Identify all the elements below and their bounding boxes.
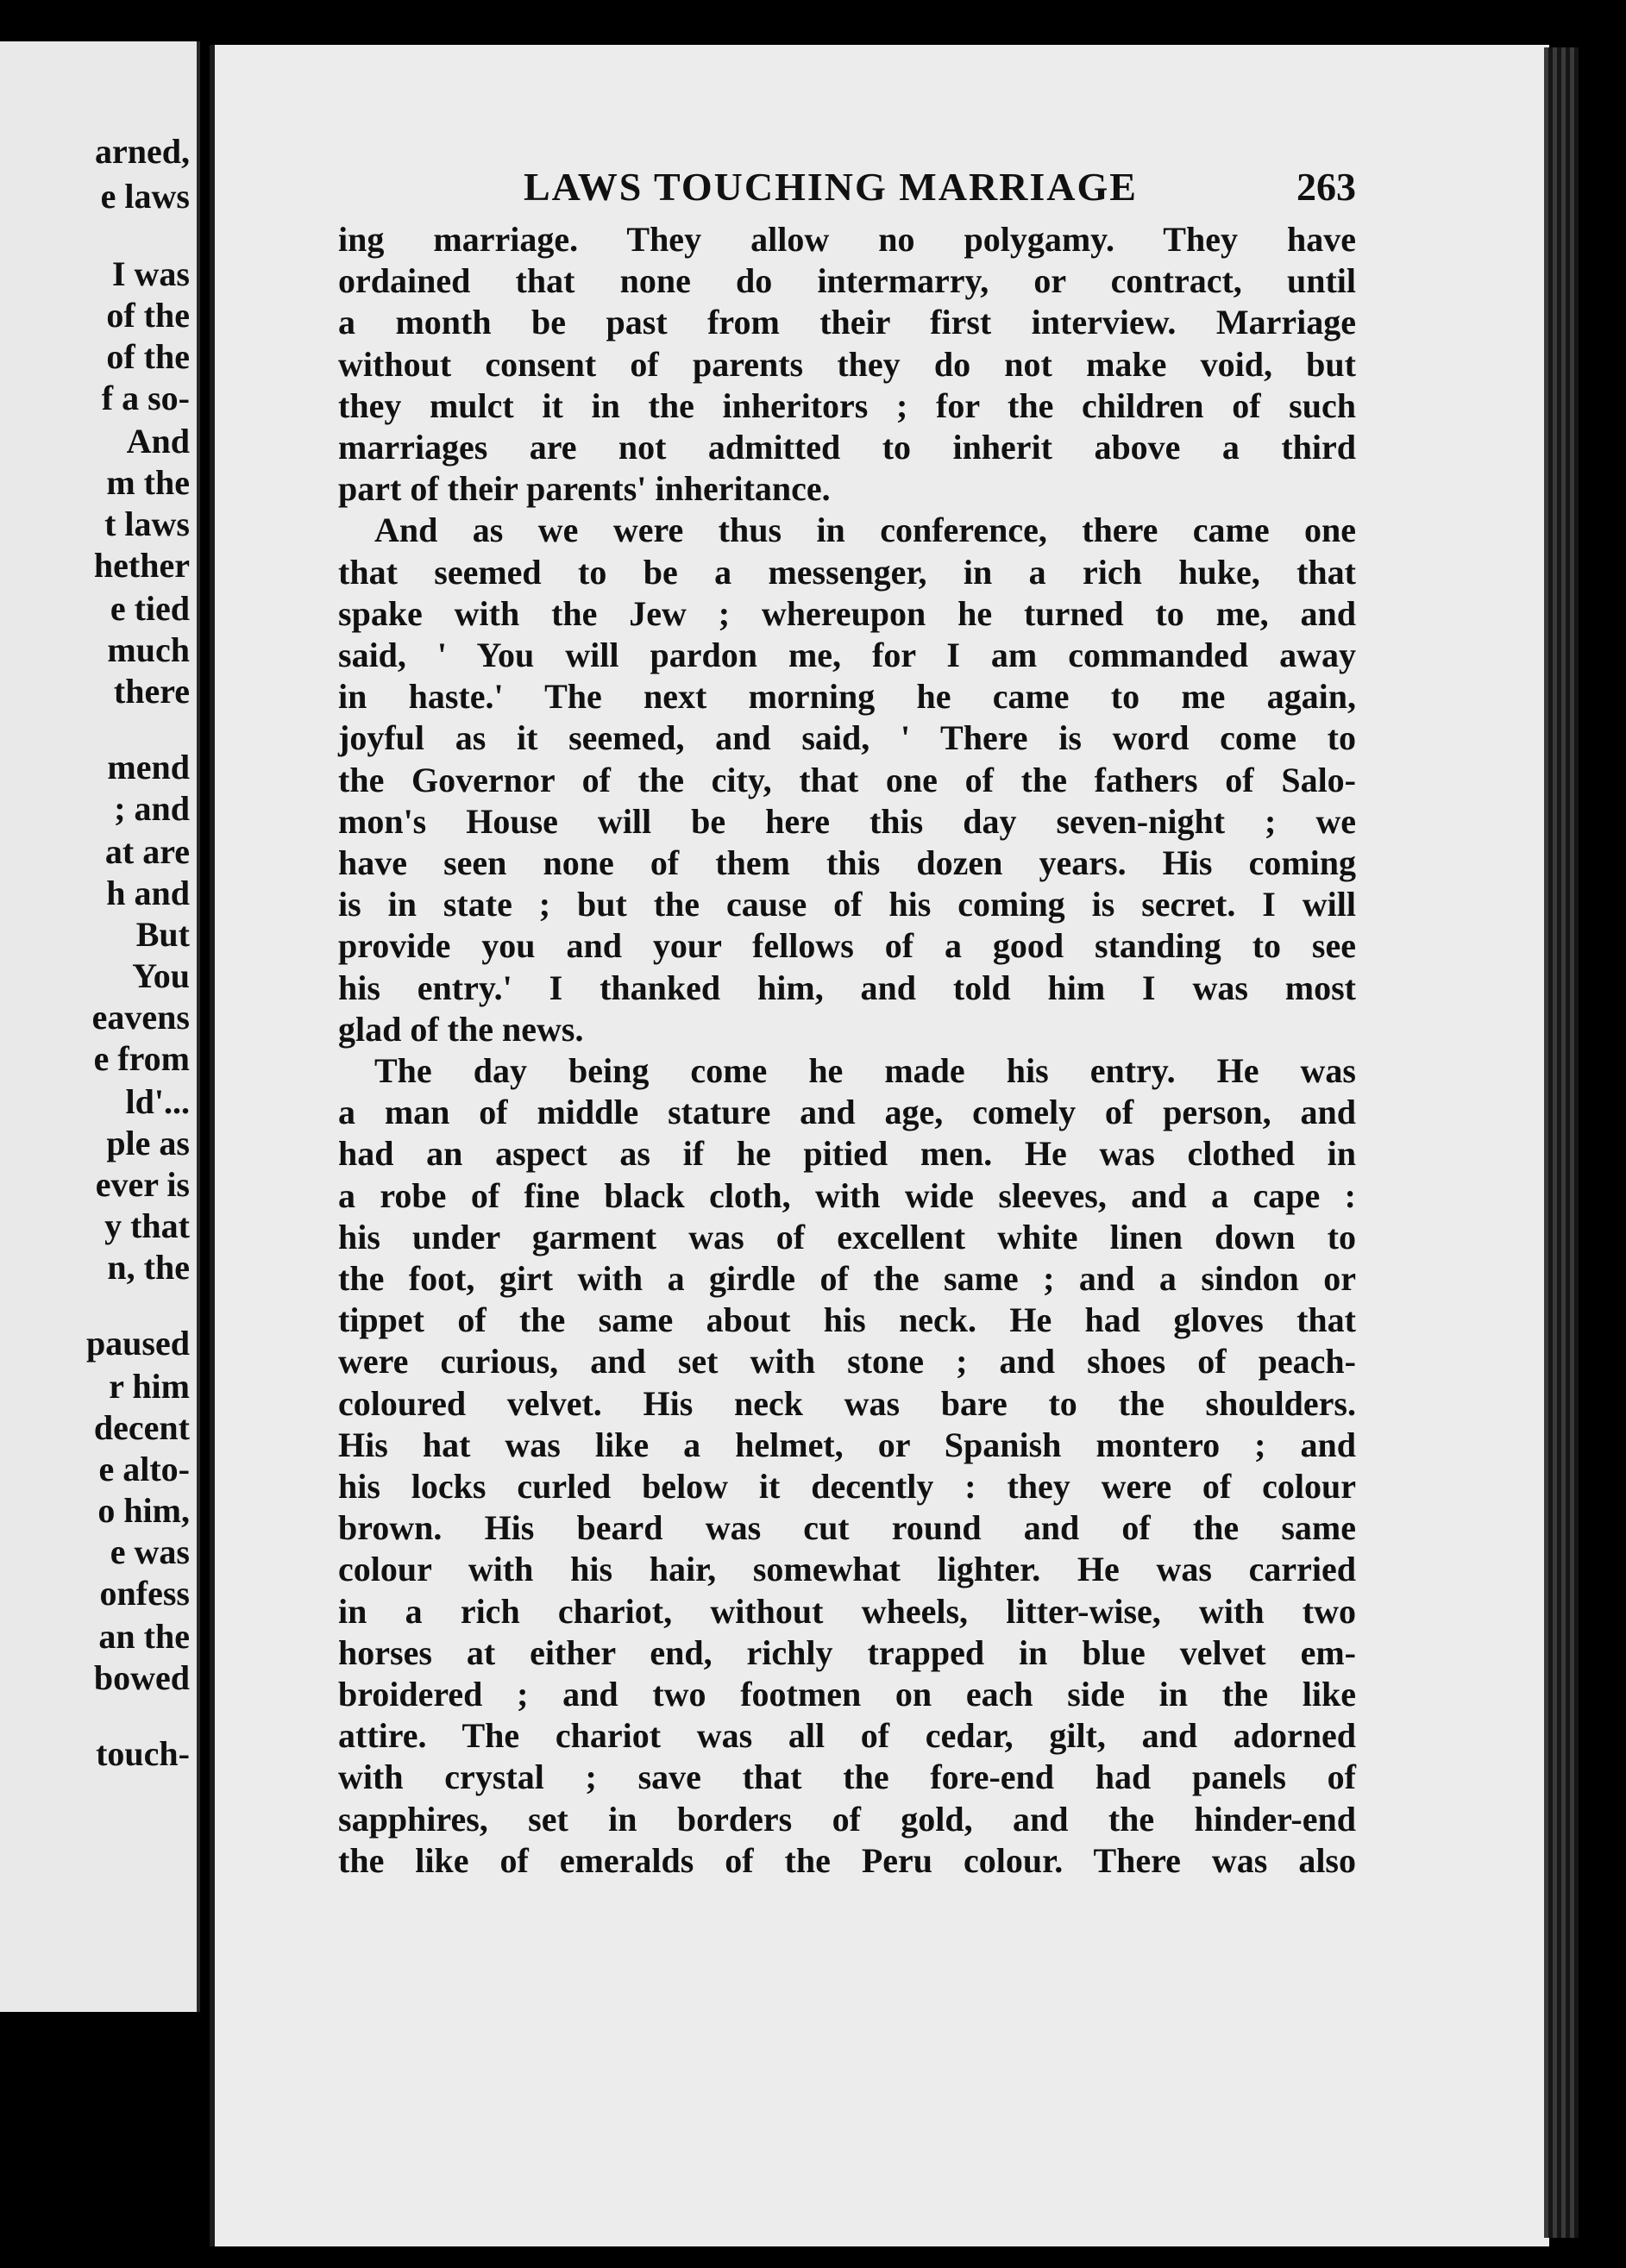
- text-line: attire. The chariot was all of cedar, gilt, and adorned: [338, 1716, 1356, 1755]
- text-line: a month be past from their first interview. Marriage: [338, 303, 1356, 341]
- left-page-line: o him,: [97, 1491, 190, 1530]
- text-line: glad of the news.: [338, 1010, 584, 1049]
- text-line: brown. His beard was cut round and of the same: [338, 1508, 1356, 1547]
- text-line: that seemed to be a messenger, in a rich huke, that: [338, 553, 1356, 592]
- left-page-line: bowed: [93, 1658, 190, 1697]
- left-page-line: much: [107, 630, 190, 669]
- text-line: marriages are not admitted to inherit above a third: [338, 428, 1356, 467]
- left-page-line: e tied: [110, 589, 190, 628]
- left-page-line: hether: [93, 546, 190, 585]
- text-line: tippet of the same about his neck. He had gloves that: [338, 1300, 1356, 1339]
- left-page-line: But: [135, 915, 190, 954]
- left-page-line: an the: [98, 1617, 190, 1656]
- text-line: a man of middle stature and age, comely of person, and: [338, 1093, 1356, 1131]
- text-line: the Governor of the city, that one of the fathers of Salo-: [338, 761, 1356, 799]
- left-page-line: arned,: [95, 132, 190, 171]
- text-line: had an aspect as if he pitied men. He was clothed in: [338, 1134, 1356, 1173]
- text-line: colour with his hair, somewhat lighter. He was carried: [338, 1550, 1356, 1588]
- left-page-line: y that: [104, 1206, 190, 1245]
- text-line: horses at either end, richly trapped in blue velvet em-: [338, 1633, 1356, 1672]
- text-line: in a rich chariot, without wheels, litter-wise, with two: [338, 1592, 1356, 1631]
- left-page-line: of the: [106, 337, 190, 376]
- left-page-line: ever is: [95, 1165, 190, 1204]
- text-line: spake with the Jew ; whereupon he turned to me, and: [338, 594, 1356, 633]
- text-line: And as we were thus in conference, there came one: [374, 511, 1356, 549]
- text-line: sapphires, set in borders of gold, and the hinder-end: [338, 1800, 1356, 1839]
- text-line: coloured velvet. His neck was bare to the shoulders.: [338, 1384, 1356, 1423]
- left-page-line: e laws: [100, 177, 190, 216]
- text-line: said, ' You will pardon me, for I am commanded away: [338, 636, 1356, 674]
- page-edge-stack: [1544, 47, 1579, 2238]
- left-page-line: ld'...: [125, 1082, 190, 1121]
- text-line: His hat was like a helmet, or Spanish montero ; and: [338, 1425, 1356, 1464]
- left-page-line: mend: [107, 748, 190, 786]
- text-line: mon's House will be here this day seven-night ; we: [338, 802, 1356, 841]
- left-page-line: h and: [106, 874, 190, 912]
- left-page-line: at are: [104, 832, 190, 871]
- left-page-line: ple as: [106, 1124, 190, 1162]
- left-page-line: t laws: [104, 504, 190, 543]
- text-line: ordained that none do intermarry, or contract, until: [338, 261, 1356, 300]
- text-line: is in state ; but the cause of his coming is secret. I will: [338, 885, 1356, 924]
- left-page-line: n, the: [107, 1248, 190, 1287]
- left-page-line: decent: [93, 1408, 190, 1447]
- facing-page-fragment: [0, 41, 200, 2012]
- running-head: LAWS TOUCHING MARRIAGE: [524, 165, 1138, 209]
- text-line: broidered ; and two footmen on each side in the like: [338, 1675, 1356, 1714]
- page-header: [524, 164, 1356, 216]
- text-line: they mulct it in the inheritors ; for the children of such: [338, 386, 1356, 425]
- text-line: were curious, and set with stone ; and shoes of peach-: [338, 1342, 1356, 1381]
- left-page-line: eavens: [91, 998, 190, 1037]
- left-page-line: onfess: [99, 1574, 190, 1613]
- left-page-line: e from: [93, 1039, 190, 1078]
- left-page-line: touch-: [96, 1734, 190, 1773]
- text-line: his locks curled below it decently : they were of colour: [338, 1467, 1356, 1506]
- text-line: a robe of fine black cloth, with wide sleeves, and a cape :: [338, 1176, 1356, 1215]
- left-page-line: And: [126, 422, 190, 460]
- left-page-line: r him: [109, 1367, 190, 1406]
- left-page-line: there: [113, 672, 190, 711]
- left-page-line: e was: [110, 1532, 190, 1571]
- left-page-line: of the: [106, 296, 190, 335]
- left-page-line: m the: [106, 463, 190, 502]
- text-line: the foot, girt with a girdle of the same ; and a sindon or: [338, 1259, 1356, 1298]
- text-line: have seen none of them this dozen years. His coming: [338, 843, 1356, 882]
- text-line: provide you and your fellows of a good standing to see: [338, 926, 1356, 965]
- text-line: without consent of parents they do not make void, but: [338, 345, 1356, 384]
- text-line: the like of emeralds of the Peru colour. There was also: [338, 1841, 1356, 1880]
- text-line: in haste.' The next morning he came to me again,: [338, 677, 1356, 716]
- left-page-line: paused: [85, 1324, 190, 1363]
- left-page-line: f a so-: [101, 379, 190, 417]
- text-line: part of their parents' inheritance.: [338, 469, 831, 508]
- text-line: ing marriage. They allow no polygamy. They have: [338, 220, 1356, 259]
- text-line: joyful as it seemed, and said, ' There is word come to: [338, 718, 1356, 757]
- left-page-line: ; and: [114, 789, 190, 828]
- left-page-line: I was: [111, 254, 190, 293]
- page-number: 263: [1296, 165, 1356, 209]
- text-line: The day being come he made his entry. He was: [374, 1051, 1356, 1090]
- left-page-line: You: [132, 956, 190, 995]
- text-line: with crystal ; save that the fore-end had panels of: [338, 1757, 1356, 1796]
- text-line: his under garment was of excellent white linen down to: [338, 1218, 1356, 1256]
- left-page-line: e alto-: [98, 1450, 190, 1488]
- text-line: his entry.' I thanked him, and told him I was most: [338, 968, 1356, 1007]
